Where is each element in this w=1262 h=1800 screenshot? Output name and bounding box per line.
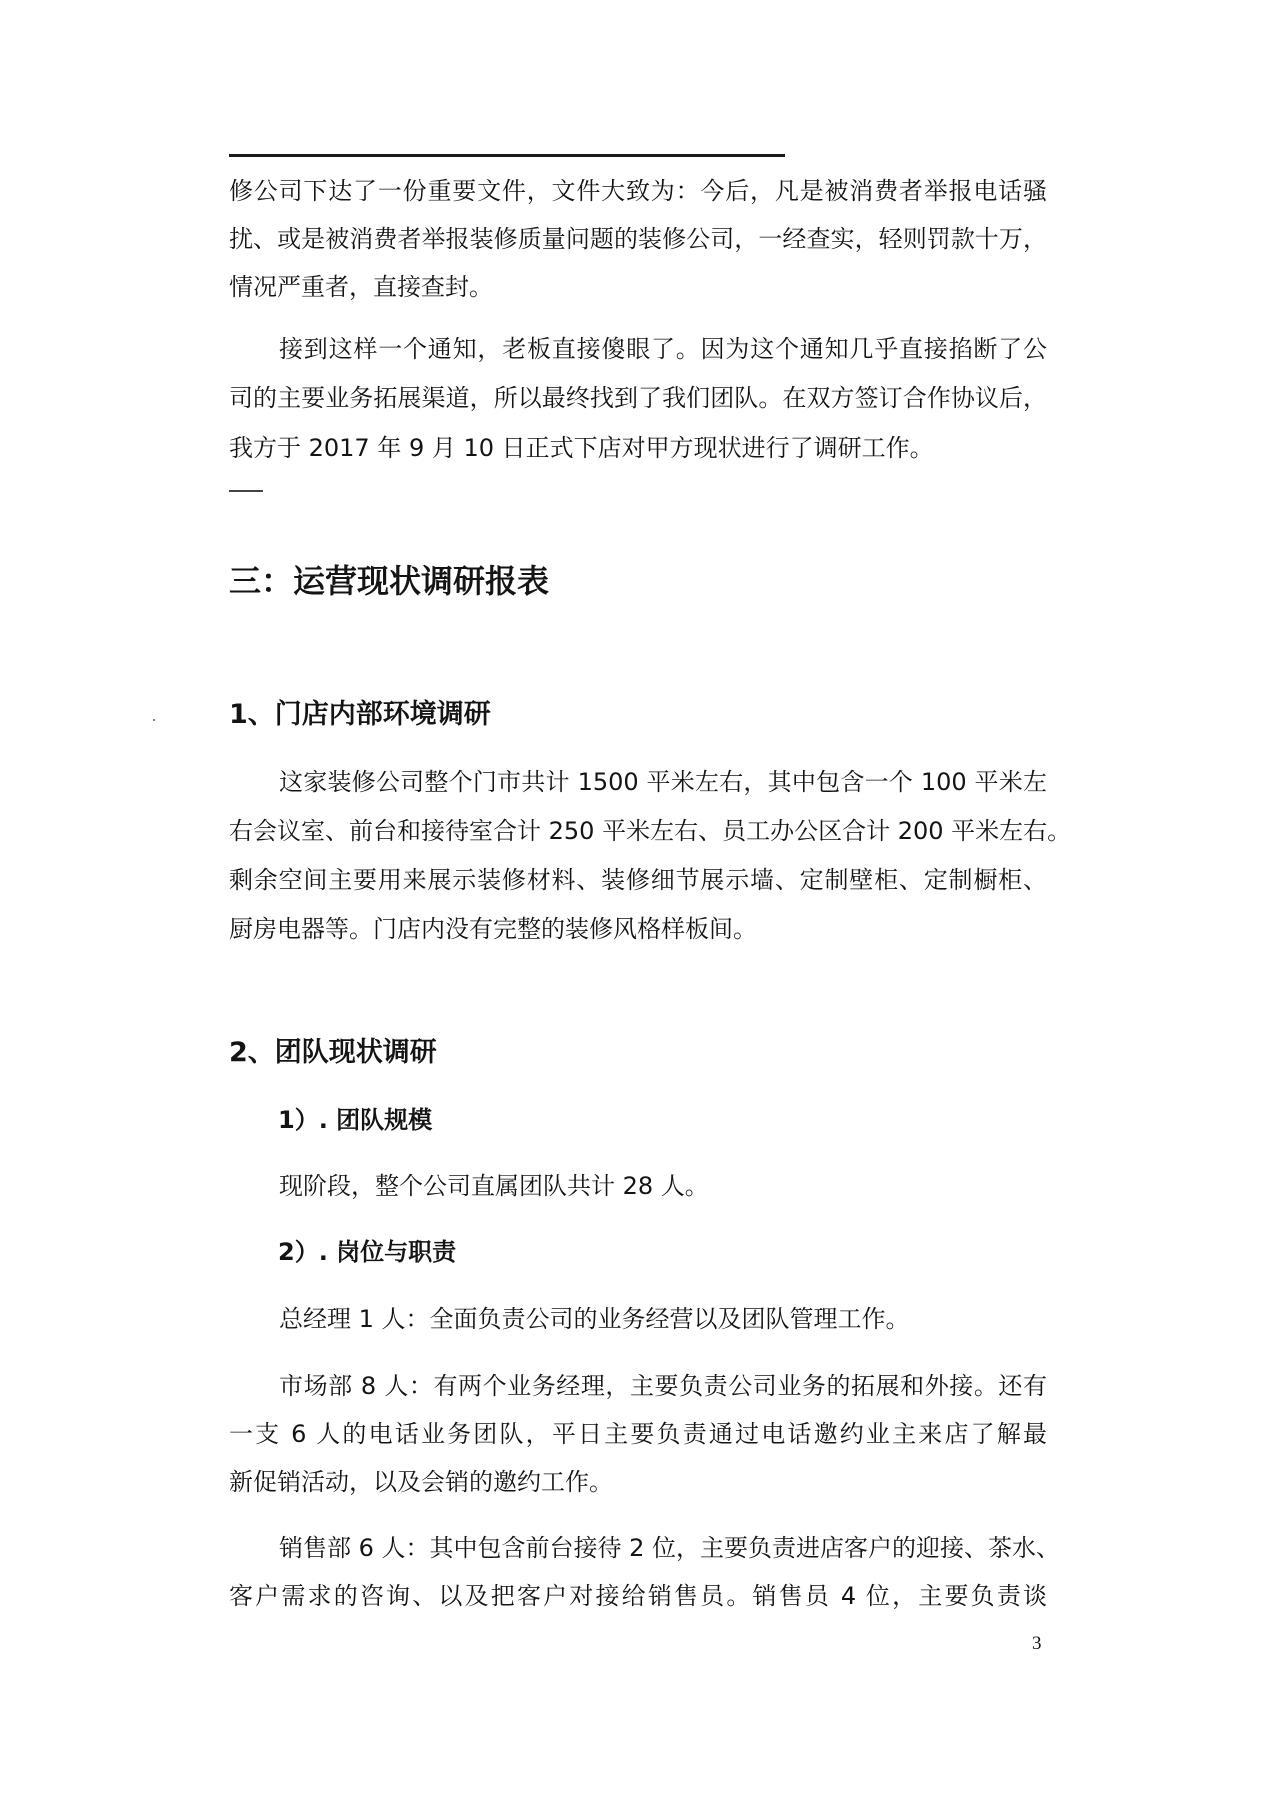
item-heading: 2）. 岗位与职责 — [278, 1238, 457, 1266]
item-heading: 1）. 团队规模 — [278, 1106, 433, 1134]
paragraph-line: 扰、或是被消费者举报装修质量问题的装修公司，一经查实，轻则罚款十万， — [229, 225, 1047, 253]
subsection-heading: 2、团队现状调研 — [229, 1037, 437, 1068]
scan-mark — [153, 719, 155, 721]
paragraph-line: 修公司下达了一份重要文件，文件大致为：今后，凡是被消费者举报电话骚 — [229, 177, 1047, 205]
paragraph-line: 销售部 6 人：其中包含前台接待 2 位，主要负责进店客户的迎接、茶水、 — [279, 1534, 1061, 1562]
paragraph-line: 剩余空间主要用来展示装修材料、装修细节展示墙、定制壁柜、定制橱柜、 — [229, 866, 1047, 894]
subsection-heading: 1、门店内部环境调研 — [229, 699, 491, 730]
paragraph-line: 这家装修公司整个门市共计 1500 平米左右，其中包含一个 100 平米左 — [279, 768, 1047, 796]
paragraph-line: 一支 6 人的电话业务团队，平日主要负责通过电话邀约业主来店了解最 — [229, 1420, 1047, 1448]
page-number: 3 — [1032, 1633, 1042, 1654]
paragraph-line: 总经理 1 人：全面负责公司的业务经营以及团队管理工作。 — [279, 1305, 910, 1333]
paragraph-line: 接到这样一个通知，老板直接傻眼了。因为这个通知几乎直接掐断了公 — [279, 335, 1047, 363]
header-rule — [229, 154, 785, 157]
paragraph-line: 厨房电器等。门店内没有完整的装修风格样板间。 — [229, 915, 757, 943]
paragraph-line: 右会议室、前台和接待室合计 250 平米左右、员工办公区合计 200 平米左右。 — [229, 817, 1072, 845]
paragraph-line: 市场部 8 人：有两个业务经理，主要负责公司业务的拓展和外接。还有 — [279, 1372, 1047, 1400]
divider-rule — [229, 490, 263, 492]
paragraph-line: 客户需求的咨询、以及把客户对接给销售员。销售员 4 位，主要负责谈 — [229, 1582, 1047, 1610]
paragraph-line: 新促销活动，以及会销的邀约工作。 — [229, 1468, 613, 1496]
paragraph-line: 司的主要业务拓展渠道，所以最终找到了我们团队。在双方签订合作协议后， — [229, 384, 1047, 412]
section-heading: 三：运营现状调研报表 — [229, 562, 550, 600]
paragraph-line: 我方于 2017 年 9 月 10 日正式下店对甲方现状进行了调研工作。 — [229, 434, 934, 462]
paragraph-line: 情况严重者，直接查封。 — [229, 273, 493, 301]
paragraph-line: 现阶段，整个公司直属团队共计 28 人。 — [279, 1172, 709, 1200]
